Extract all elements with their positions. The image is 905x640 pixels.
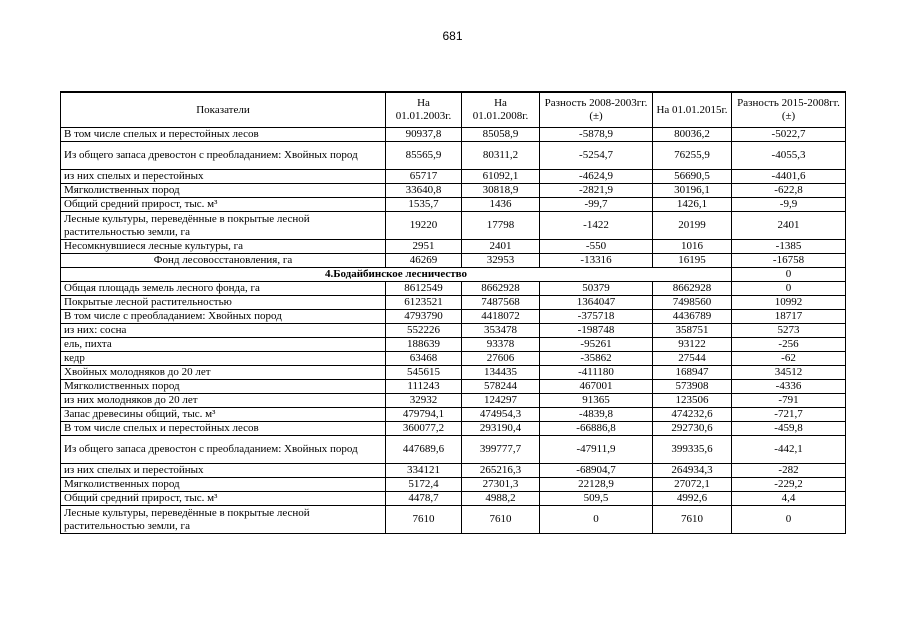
cell-value: 34512 xyxy=(732,366,846,380)
row-label: ель, пихта xyxy=(61,338,386,352)
page-number: 681 xyxy=(442,29,463,43)
row-label: из них: сосна xyxy=(61,324,386,338)
cell-value: -229,2 xyxy=(732,478,846,492)
cell-value: 20199 xyxy=(653,212,732,240)
cell-value: 7487568 xyxy=(462,296,540,310)
cell-value: 123506 xyxy=(653,394,732,408)
cell-value: 399335,6 xyxy=(653,436,732,464)
row-label: Мягколиственных пород xyxy=(61,184,386,198)
cell-value: -9,9 xyxy=(732,198,846,212)
cell-value: -442,1 xyxy=(732,436,846,464)
cell-value: 4793790 xyxy=(386,310,462,324)
cell-value: 8662928 xyxy=(653,282,732,296)
table-row xyxy=(61,184,846,198)
cell-value: -791 xyxy=(732,394,846,408)
table-row xyxy=(61,380,846,394)
cell-value: 474954,3 xyxy=(462,408,540,422)
cell-value: 360077,2 xyxy=(386,422,462,436)
cell-value: 10992 xyxy=(732,296,846,310)
cell-value: 573908 xyxy=(653,380,732,394)
cell-value: -4336 xyxy=(732,380,846,394)
cell-value: 264934,3 xyxy=(653,464,732,478)
cell-value: 30818,9 xyxy=(462,184,540,198)
column-header: На 01.01.2008г. xyxy=(462,92,540,128)
cell-value: 5273 xyxy=(732,324,846,338)
cell-value: 30196,1 xyxy=(653,184,732,198)
cell-value: 358751 xyxy=(653,324,732,338)
table-row xyxy=(61,338,846,352)
cell-value: 0 xyxy=(732,282,846,296)
table-row xyxy=(61,478,846,492)
cell-value: 4478,7 xyxy=(386,492,462,506)
row-label: В том числе спелых и перестойных лесов xyxy=(61,422,386,436)
row-label: Мягколиственных пород xyxy=(61,478,386,492)
section-title: 4.Бодайбинское лесничество xyxy=(61,268,732,282)
cell-value: 578244 xyxy=(462,380,540,394)
cell-value: 33640,8 xyxy=(386,184,462,198)
column-header: На 01.01.2015г. xyxy=(653,92,732,128)
cell-value: 7610 xyxy=(386,506,462,534)
cell-value: 447689,6 xyxy=(386,436,462,464)
cell-value: 19220 xyxy=(386,212,462,240)
cell-value: 4418072 xyxy=(462,310,540,324)
cell-value: -622,8 xyxy=(732,184,846,198)
cell-value: 80036,2 xyxy=(653,128,732,142)
cell-value: 2401 xyxy=(462,240,540,254)
table-row xyxy=(61,170,846,184)
cell-value: 6123521 xyxy=(386,296,462,310)
cell-value: -35862 xyxy=(540,352,653,366)
cell-value: 61092,1 xyxy=(462,170,540,184)
row-label: Фонд лесовосстановления, га xyxy=(61,254,386,268)
table-row xyxy=(61,198,846,212)
cell-value: -1385 xyxy=(732,240,846,254)
cell-value: -411180 xyxy=(540,366,653,380)
row-label: Запас древесины общий, тыс. м³ xyxy=(61,408,386,422)
table-row xyxy=(61,506,846,534)
cell-value: 27072,1 xyxy=(653,478,732,492)
table-row xyxy=(61,408,846,422)
table-row xyxy=(61,492,846,506)
cell-value: 7610 xyxy=(653,506,732,534)
row-label: В том числе с преобладанием: Хвойных пород xyxy=(61,310,386,324)
cell-value: -459,8 xyxy=(732,422,846,436)
cell-value: 63468 xyxy=(386,352,462,366)
row-label: кедр xyxy=(61,352,386,366)
row-label: Несомкнувшиеся лесные культуры, га xyxy=(61,240,386,254)
row-label: Из общего запаса древостон с преобладанием: Хвойных пород xyxy=(61,436,386,464)
cell-value: 0 xyxy=(540,506,653,534)
cell-value: 265216,3 xyxy=(462,464,540,478)
cell-value: -66886,8 xyxy=(540,422,653,436)
cell-value: 124297 xyxy=(462,394,540,408)
cell-value: 17798 xyxy=(462,212,540,240)
cell-value: -4624,9 xyxy=(540,170,653,184)
table-row xyxy=(61,128,846,142)
cell-value: 93122 xyxy=(653,338,732,352)
table-row xyxy=(61,240,846,254)
cell-value: -1422 xyxy=(540,212,653,240)
cell-value: -4839,8 xyxy=(540,408,653,422)
row-label: Покрытые лесной растительностью xyxy=(61,296,386,310)
table-row xyxy=(61,352,846,366)
cell-value: 2401 xyxy=(732,212,846,240)
column-header: Показатели xyxy=(61,92,386,128)
cell-value: 18717 xyxy=(732,310,846,324)
row-label: Лесные культуры, переведённые в покрытые лесной растительностью земли, га xyxy=(61,506,386,534)
cell-value: 2951 xyxy=(386,240,462,254)
cell-value: 46269 xyxy=(386,254,462,268)
cell-value: 1364047 xyxy=(540,296,653,310)
cell-value: 4988,2 xyxy=(462,492,540,506)
row-label: Общий средний прирост, тыс. м³ xyxy=(61,198,386,212)
cell-value: 22128,9 xyxy=(540,478,653,492)
cell-value: 91365 xyxy=(540,394,653,408)
table-row xyxy=(61,282,846,296)
cell-value: 85565,9 xyxy=(386,142,462,170)
cell-value: 134435 xyxy=(462,366,540,380)
cell-value: -5878,9 xyxy=(540,128,653,142)
cell-value: 1436 xyxy=(462,198,540,212)
row-label: Хвойных молодняков до 20 лет xyxy=(61,366,386,380)
cell-value: -198748 xyxy=(540,324,653,338)
cell-value: 292730,6 xyxy=(653,422,732,436)
cell-value: -721,7 xyxy=(732,408,846,422)
cell-value: 90937,8 xyxy=(386,128,462,142)
cell-value: 1016 xyxy=(653,240,732,254)
cell-value: 0 xyxy=(732,268,846,282)
cell-value: 353478 xyxy=(462,324,540,338)
cell-value: 8662928 xyxy=(462,282,540,296)
row-label: В том числе спелых и перестойных лесов xyxy=(61,128,386,142)
cell-value: 293190,4 xyxy=(462,422,540,436)
cell-value: -2821,9 xyxy=(540,184,653,198)
cell-value: -4401,6 xyxy=(732,170,846,184)
table-row xyxy=(61,366,846,380)
column-header: Разность 2015-2008гг. (±) xyxy=(732,92,846,128)
cell-value: 32953 xyxy=(462,254,540,268)
cell-value: 27301,3 xyxy=(462,478,540,492)
cell-value: 168947 xyxy=(653,366,732,380)
forest-statistics-table xyxy=(60,91,846,534)
table-row xyxy=(61,422,846,436)
cell-value: -99,7 xyxy=(540,198,653,212)
cell-value: -5254,7 xyxy=(540,142,653,170)
cell-value: 1535,7 xyxy=(386,198,462,212)
cell-value: 5172,4 xyxy=(386,478,462,492)
cell-value: -16758 xyxy=(732,254,846,268)
cell-value: 65717 xyxy=(386,170,462,184)
cell-value: -256 xyxy=(732,338,846,352)
cell-value: -550 xyxy=(540,240,653,254)
cell-value: 27606 xyxy=(462,352,540,366)
row-label: из них спелых и перестойных xyxy=(61,464,386,478)
column-header: Разность 2008-2003гг. (±) xyxy=(540,92,653,128)
cell-value: 50379 xyxy=(540,282,653,296)
cell-value: 93378 xyxy=(462,338,540,352)
cell-value: 0 xyxy=(732,506,846,534)
cell-value: 32932 xyxy=(386,394,462,408)
cell-value: 80311,2 xyxy=(462,142,540,170)
cell-value: 85058,9 xyxy=(462,128,540,142)
table-row xyxy=(61,254,846,268)
cell-value: 4992,6 xyxy=(653,492,732,506)
table-row xyxy=(61,324,846,338)
cell-value: -5022,7 xyxy=(732,128,846,142)
cell-value: 4,4 xyxy=(732,492,846,506)
table-row xyxy=(61,296,846,310)
cell-value: 545615 xyxy=(386,366,462,380)
column-header: На 01.01.2003г. xyxy=(386,92,462,128)
table-row xyxy=(61,464,846,478)
cell-value: 16195 xyxy=(653,254,732,268)
cell-value: 552226 xyxy=(386,324,462,338)
cell-value: 56690,5 xyxy=(653,170,732,184)
cell-value: -282 xyxy=(732,464,846,478)
cell-value: -4055,3 xyxy=(732,142,846,170)
table-row xyxy=(61,436,846,464)
table-row xyxy=(61,212,846,240)
cell-value: 399777,7 xyxy=(462,436,540,464)
cell-value: 509,5 xyxy=(540,492,653,506)
cell-value: 27544 xyxy=(653,352,732,366)
row-label: Из общего запаса древостон с преобладанием: Хвойных пород xyxy=(61,142,386,170)
cell-value: 111243 xyxy=(386,380,462,394)
row-label: Общая площадь земель лесного фонда, га xyxy=(61,282,386,296)
row-label: из них спелых и перестойных xyxy=(61,170,386,184)
row-label: Общий средний прирост, тыс. м³ xyxy=(61,492,386,506)
row-label: Лесные культуры, переведённые в покрытые лесной растительностью земли, га xyxy=(61,212,386,240)
cell-value: 474232,6 xyxy=(653,408,732,422)
cell-value: -68904,7 xyxy=(540,464,653,478)
cell-value: -95261 xyxy=(540,338,653,352)
cell-value: 188639 xyxy=(386,338,462,352)
section-header-row xyxy=(61,268,846,282)
row-label: из них молодняков до 20 лет xyxy=(61,394,386,408)
table-header-row xyxy=(61,92,846,128)
table-row xyxy=(61,394,846,408)
cell-value: -62 xyxy=(732,352,846,366)
cell-value: 7610 xyxy=(462,506,540,534)
table-row xyxy=(61,310,846,324)
row-label: Мягколиственных пород xyxy=(61,380,386,394)
cell-value: 76255,9 xyxy=(653,142,732,170)
cell-value: -13316 xyxy=(540,254,653,268)
table-row xyxy=(61,142,846,170)
cell-value: -47911,9 xyxy=(540,436,653,464)
cell-value: 8612549 xyxy=(386,282,462,296)
cell-value: 479794,1 xyxy=(386,408,462,422)
cell-value: 4436789 xyxy=(653,310,732,324)
cell-value: 7498560 xyxy=(653,296,732,310)
cell-value: 467001 xyxy=(540,380,653,394)
cell-value: 334121 xyxy=(386,464,462,478)
cell-value: 1426,1 xyxy=(653,198,732,212)
cell-value: -375718 xyxy=(540,310,653,324)
